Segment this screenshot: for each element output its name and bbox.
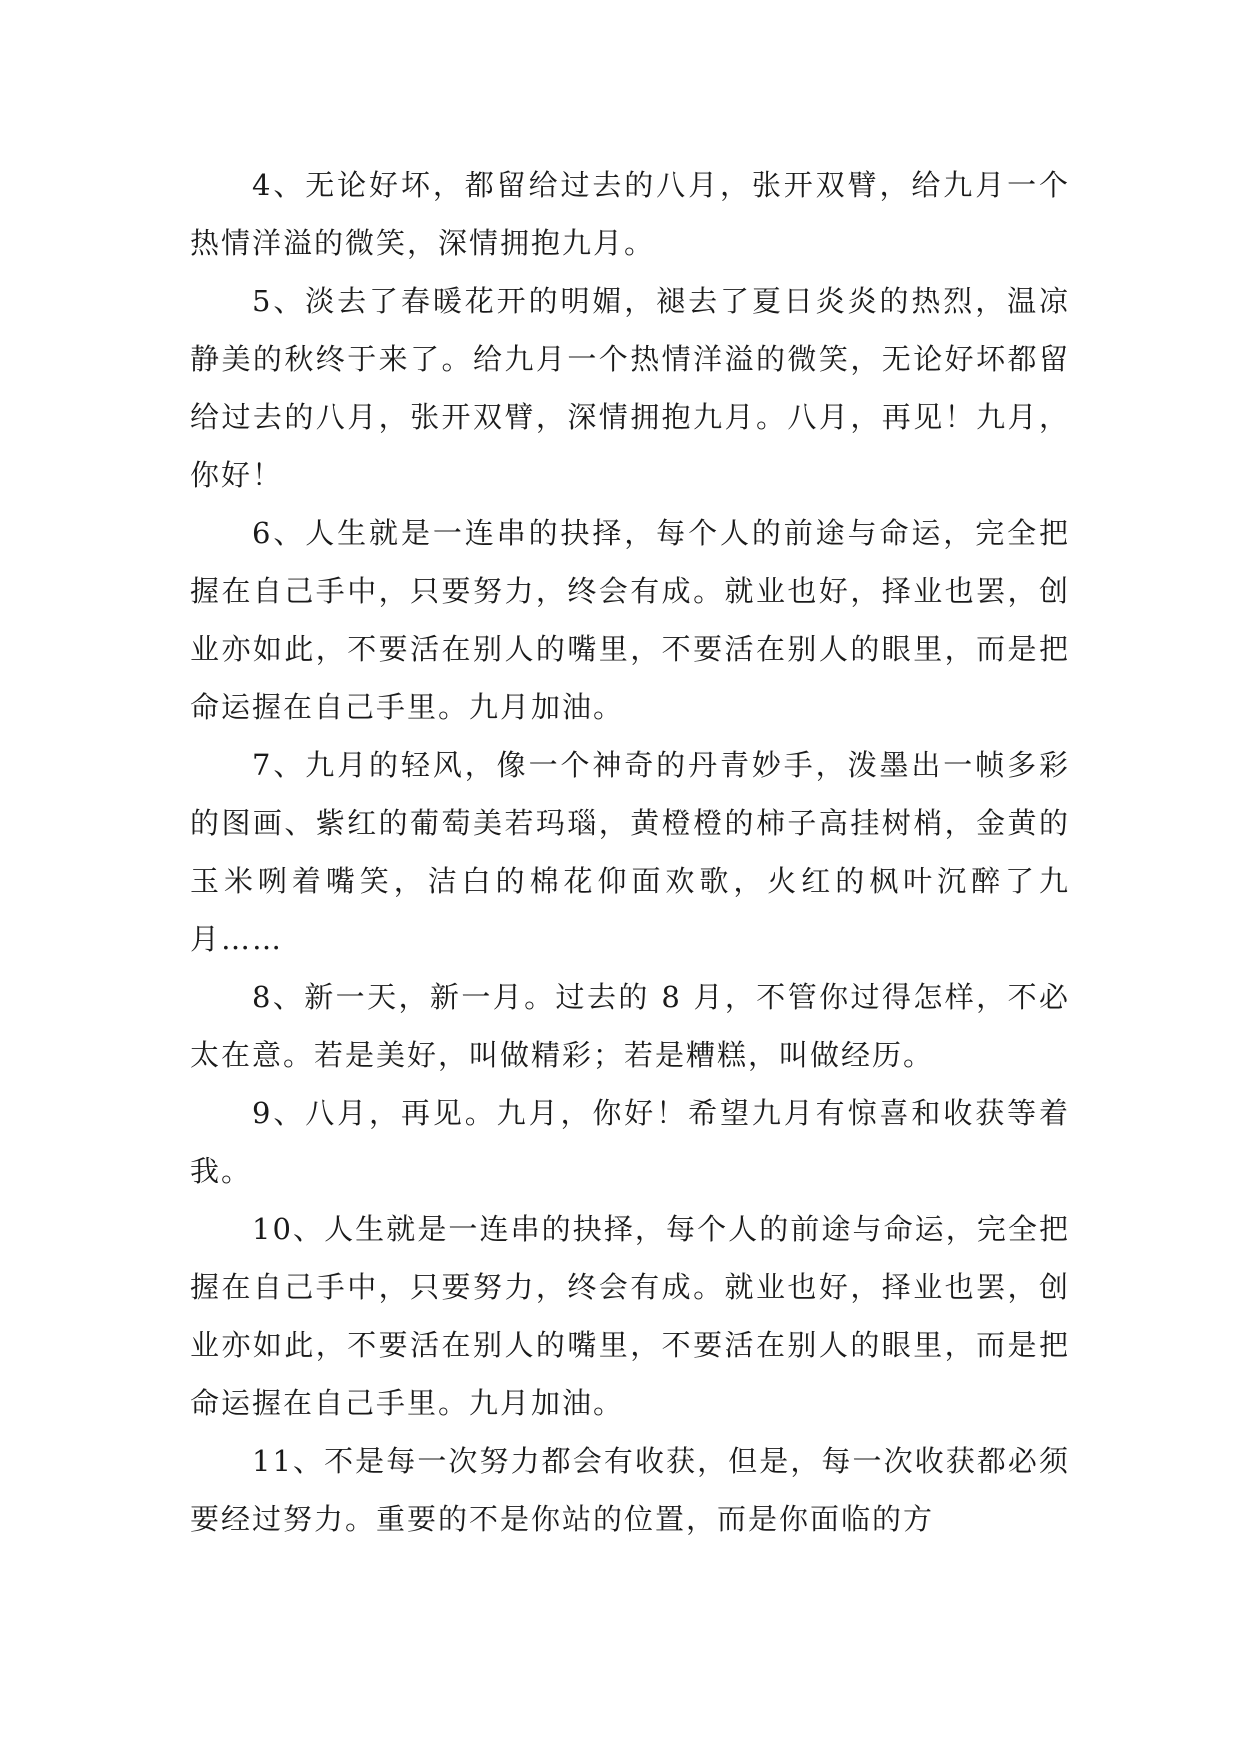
- document-body: [190, 156, 1070, 1548]
- paragraph-7: 7、九月的轻风，像一个神奇的丹青妙手，泼墨出一帧多彩的图画、紫红的葡萄美若玛瑙，黄橙橙的柿子高挂树梢，金黄的玉米咧着嘴笑，洁白的棉花仰面欢歌，火红的枫叶沉醉了九月……: [190, 748, 1070, 956]
- paragraph-4: 4、无论好坏，都留给过去的八月，张开双臂，给九月一个热情洋溢的微笑，深情拥抱九月。: [190, 168, 1070, 260]
- paragraph-9: 9、八月，再见。九月，你好！希望九月有惊喜和收获等着我。: [190, 1096, 1070, 1188]
- paragraph-8: 8、新一天，新一月。过去的 8 月，不管你过得怎样，不必太在意。若是美好，叫做精彩；若是糟糕，叫做经历。: [190, 980, 1070, 1072]
- paragraph-11: 11、不是每一次努力都会有收获，但是，每一次收获都必须要经过努力。重要的不是你站的位置，而是你面临的方: [190, 1444, 1070, 1536]
- paragraph-5: 5、淡去了春暖花开的明媚，褪去了夏日炎炎的热烈，温凉静美的秋终于来了。给九月一个热情洋溢的微笑，无论好坏都留给过去的八月，张开双臂，深情拥抱九月。八月，再见！九月，你好！: [190, 284, 1070, 492]
- paragraph-6: 6、人生就是一连串的抉择，每个人的前途与命运，完全把握在自己手中，只要努力，终会有成。就业也好，择业也罢，创业亦如此，不要活在别人的嘴里，不要活在别人的眼里，而是把命运握在自己手里。九月加油。: [190, 516, 1070, 724]
- paragraph-10: 10、人生就是一连串的抉择，每个人的前途与命运，完全把握在自己手中，只要努力，终会有成。就业也好，择业也罢，创业亦如此，不要活在别人的嘴里，不要活在别人的眼里，而是把命运握在自己手里。九月加油。: [190, 1212, 1070, 1420]
